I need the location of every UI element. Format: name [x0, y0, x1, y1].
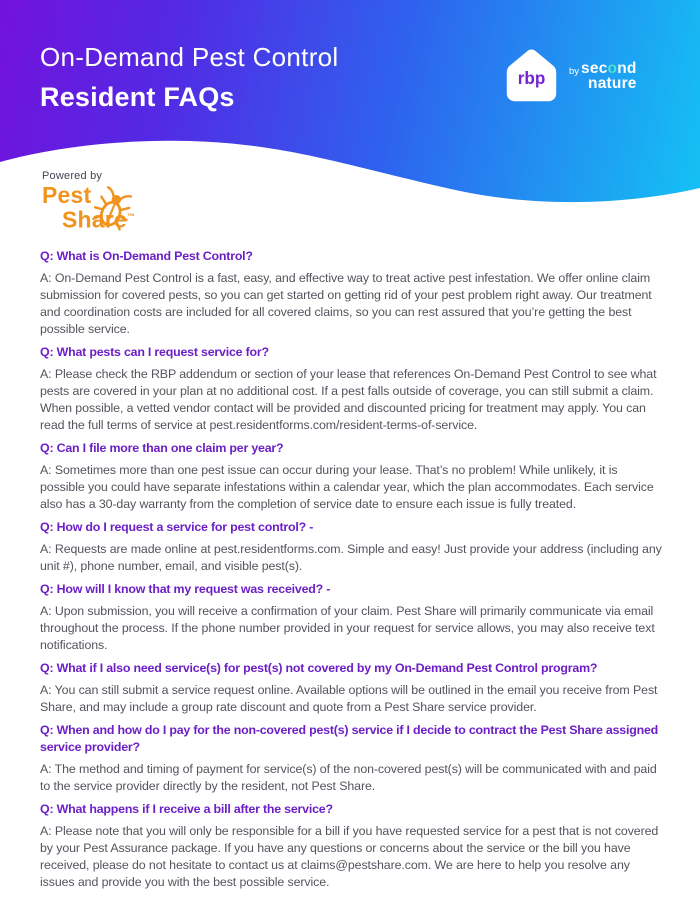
faq-question: Q: Can I file more than one claim per year?	[40, 441, 284, 455]
trademark-symbol: ™	[126, 212, 136, 221]
faq-answer: A: Requests are made online at pest.residentforms.com. Simple and easy! Just provide your address (including any unit #), phone number, email, and visible pest(s).	[40, 542, 662, 573]
share-word: Share™	[62, 206, 136, 233]
powered-by-label: Powered by	[42, 170, 103, 182]
faq-item	[40, 440, 662, 513]
faq-item	[40, 581, 662, 654]
faq-question: Q: When and how do I pay for the non-covered pest(s) service if I decide to contract the Pest Share assigned service provider?	[40, 723, 659, 754]
faq-question: Q: How will I know that my request was received? -	[40, 582, 331, 596]
faq-question: Q: What if I also need service(s) for pest(s) not covered by my On-Demand Pest Control program?	[40, 661, 598, 675]
page-title: On-Demand Pest Control	[40, 42, 339, 72]
faq-answer: A: You can still submit a service request online. Available options will be outlined in the email you receive from Pest Share, and may include a group rate discount and quote from a Pest Share service provider.	[40, 683, 658, 714]
by-label: by	[569, 66, 580, 77]
header-titles	[40, 42, 339, 113]
faq-item	[40, 660, 662, 716]
faq-answer: A: Sometimes more than one pest issue can occur during your lease. That’s no problem! While unlikely, it is possible you could have separate infestations within a calendar year, which the plan accommodates. Each service also has a 30-day warranty from the completion of service date to ensure each issue is fully treated.	[40, 463, 654, 511]
page-subtitle: Resident FAQs	[40, 82, 235, 112]
faq-item	[40, 722, 662, 795]
faq-answer: A: Upon submission, you will receive a confirmation of your claim. Pest Share will primarily communicate via email throughout the process. If the phone number provided in your request for service allows, you may also receive text notifications.	[40, 604, 655, 652]
rbp-second-nature-logo	[503, 45, 637, 108]
rbp-house-icon	[503, 45, 560, 108]
faq-answer: A: The method and timing of payment for service(s) of the non-covered pest(s) will be communicated with and paid to the service provider directly by the resident, not Pest Share.	[40, 762, 657, 793]
nature-word: nature	[588, 74, 637, 92]
faq-item	[40, 344, 662, 434]
faq-item	[40, 248, 662, 338]
faq-question: Q: What pests can I request service for?	[40, 345, 269, 359]
second-o-accent: o	[607, 60, 618, 77]
faq-item	[40, 801, 662, 891]
faq-answer: A: Please note that you will only be responsible for a bill if you have requested service for a pest that is not covered by your Pest Assurance package. If you have any questions or concerns about the service or the bill you have received, please do not hesitate to contact us at claims@pestshare.com. We are here to help you resolve any issues and provide you with the best possible service.	[40, 824, 659, 889]
faq-question: Q: What is On-Demand Pest Control?	[40, 249, 253, 263]
rbp-text: rbp	[517, 69, 546, 89]
second-nature-wordmark	[569, 62, 637, 91]
pest-share-logo	[42, 170, 135, 231]
faq-item	[40, 519, 662, 575]
bug-icon	[94, 188, 132, 233]
pest-word: Pest	[42, 182, 92, 208]
faq-question: Q: How do I request a service for pest control? -	[40, 520, 314, 534]
faq-list	[0, 235, 700, 891]
faq-question: Q: What happens if I receive a bill after the service?	[40, 802, 333, 816]
second-word: second	[581, 60, 637, 77]
faq-answer: A: On-Demand Pest Control is a fast, easy, and effective way to treat active pest infestation. We offer online claim submission for covered pests, so you can get started on getting rid of your pest problem right away. Our treatment and coordination costs are included for all covered claims, so you can rest assured that you’re getting the best possible service.	[40, 271, 652, 336]
faq-answer: A: Please check the RBP addendum or section of your lease that references On-Demand Pest Control to see what pests are covered in your plan at no additional cost. If a pest falls outside of coverage, you can still submit a claim. When possible, a vetted vendor contact will be provided and discounted pricing for treatment may apply. You can read the full terms of service at pest.residentforms.com/resident-terms-of-service.	[40, 367, 657, 432]
